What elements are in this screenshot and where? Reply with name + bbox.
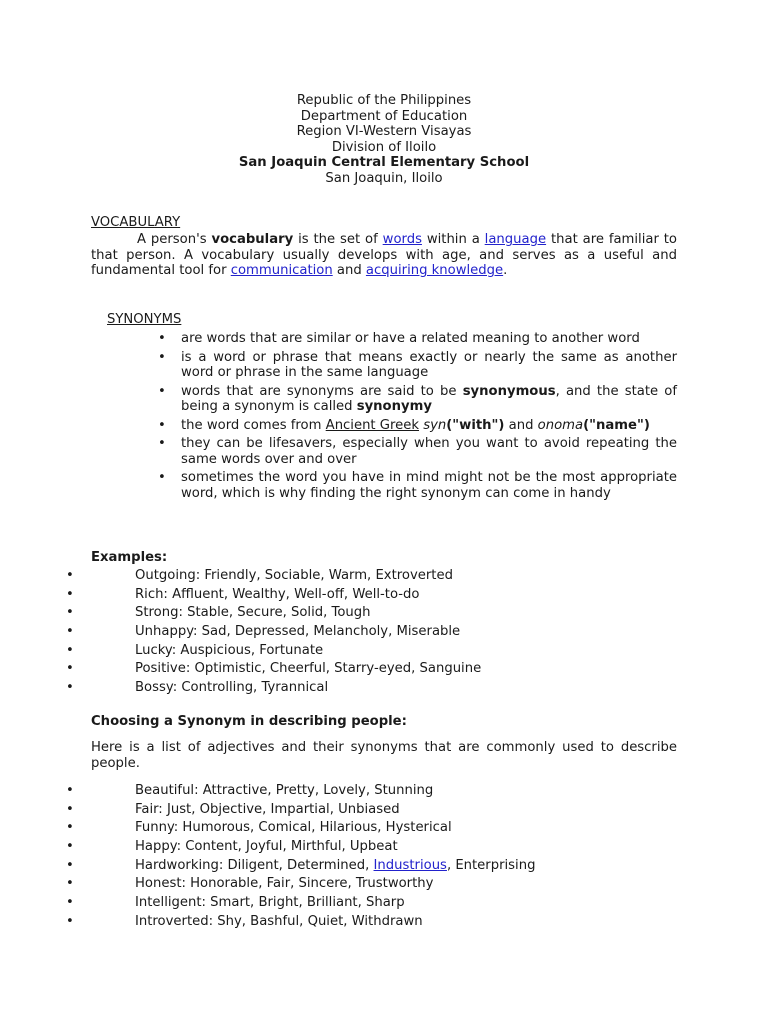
- list-item-text: Honest: Honorable, Fair, Sincere, Trustworthy: [135, 876, 434, 892]
- bullet-icon: •: [66, 586, 74, 602]
- list-item-text: Introverted: Shy, Bashful, Quiet, Withdrawn: [135, 913, 423, 929]
- link-communication[interactable]: communication: [230, 263, 333, 278]
- bullet-icon: •: [66, 895, 74, 911]
- bullet-icon: •: [66, 624, 74, 640]
- list-item-text: Positive: Optimistic, Cheerful, Starry-eyed, Sanguine: [135, 661, 482, 677]
- list-item-text: Bossy: Controlling, Tyrannical: [135, 680, 329, 696]
- list-item-text: are words that are similar or have a related meaning to another word: [181, 331, 640, 346]
- header-region: Region VI-Western Visayas: [296, 124, 472, 139]
- list-item-text: Unhappy: Sad, Depressed, Melancholy, Miserable: [135, 624, 461, 640]
- bullet-icon: •: [66, 783, 74, 798]
- list-item: [158, 470, 677, 501]
- link-industrious[interactable]: Industrious: [373, 857, 447, 873]
- bullet-icon: •: [158, 383, 166, 399]
- header-republic: Republic of the Philippines: [296, 93, 472, 108]
- header-location: San Joaquin, Iloilo: [325, 170, 443, 186]
- bold-term: synonymy: [356, 399, 432, 414]
- document-header: [0, 93, 768, 186]
- vocabulary-paragraph: [91, 232, 677, 279]
- vocab-text-4: that are familiar to that person. A vocabulary usually develops with age, and serves as a useful and fundamental tool for: [91, 232, 677, 278]
- vocab-text-6: .: [503, 263, 508, 278]
- bullet-icon: •: [66, 857, 74, 873]
- list-item-text: sometimes the word you have in mind might not be the most appropriate word, which is why finding the right synonym can come in handy: [181, 470, 677, 501]
- bullet-icon: •: [66, 839, 74, 855]
- italic-term: onoma: [537, 417, 584, 433]
- bold-term: ("with"): [446, 417, 505, 433]
- italic-term: syn: [423, 417, 447, 433]
- list-item: [158, 436, 677, 467]
- bullet-icon: •: [158, 331, 166, 346]
- list-item-text: Intelligent: Smart, Bright, Brilliant, Sharp: [135, 895, 405, 911]
- list-item-text: Beautiful: Attractive, Pretty, Lovely, Stunning: [135, 783, 434, 798]
- bullet-icon: •: [66, 605, 74, 621]
- bullet-icon: •: [66, 642, 74, 658]
- choosing-synonym-paragraph: Here is a list of adjectives and their synonyms that are commonly used to describe people.: [91, 740, 677, 771]
- link-language[interactable]: language: [484, 232, 547, 247]
- list-item-text: Strong: Stable, Secure, Solid, Tough: [135, 605, 371, 621]
- examples-label: Examples:: [91, 550, 168, 565]
- list-item-text: Rich: Affluent, Wealthy, Well-off, Well-to-do: [135, 586, 420, 602]
- list-item-text: Outgoing: Friendly, Sociable, Warm, Extroverted: [135, 568, 453, 583]
- choosing-synonym-heading: Choosing a Synonym in describing people:: [91, 714, 407, 729]
- bullet-icon: •: [158, 417, 166, 433]
- list-item-text: , and the state of being a synonym is called: [181, 383, 678, 414]
- bullet-icon: •: [158, 470, 166, 485]
- list-item-text: Fair: Just, Objective, Impartial, Unbiased: [135, 801, 400, 817]
- list-item: [158, 331, 677, 347]
- bullet-icon: •: [158, 349, 166, 365]
- bullet-icon: •: [66, 680, 74, 696]
- list-item: [158, 349, 677, 381]
- list-item-text: the word comes from: [181, 417, 326, 433]
- bullet-icon: •: [66, 913, 74, 929]
- list-item-text: Lucky: Auspicious, Fortunate: [135, 642, 324, 658]
- list-item-text: Funny: Humorous, Comical, Hilarious, Hysterical: [135, 820, 452, 836]
- list-item-text: words that are synonyms are said to be: [181, 383, 463, 399]
- bullet-icon: •: [66, 820, 74, 836]
- link-ancient-greek[interactable]: Ancient Greek: [325, 417, 420, 433]
- list-item-text: is a word or phrase that means exactly or nearly the same as another word or phrase in the same language: [181, 349, 677, 380]
- list-item-text: [135, 857, 535, 876]
- vocabulary-heading: VOCABULARY: [91, 215, 181, 230]
- list-item-text: Happy: Content, Joyful, Mirthful, Upbeat: [135, 839, 398, 855]
- header-department: Department of Education: [300, 108, 468, 124]
- list-item-text: and: [504, 417, 538, 433]
- vocab-text-5: and: [332, 263, 366, 278]
- vocab-text-2: is the set of: [293, 232, 383, 247]
- vocab-bold-term: vocabulary: [211, 232, 294, 247]
- bullet-icon: •: [66, 876, 74, 892]
- header-division: Division of Iloilo: [331, 139, 437, 155]
- link-acquiring-knowledge[interactable]: acquiring knowledge: [365, 263, 504, 278]
- synonyms-heading: SYNONYMS: [107, 312, 182, 327]
- list-item-text: they can be lifesavers, especially when you want to avoid repeating the same words over and over: [181, 436, 677, 467]
- bullet-icon: •: [66, 568, 74, 583]
- bold-term: ("name"): [583, 417, 650, 433]
- bullet-icon: •: [66, 801, 74, 817]
- bullet-icon: •: [158, 436, 166, 451]
- list-item: [158, 417, 677, 434]
- bold-term: synonymous: [462, 383, 556, 399]
- list-item: [158, 383, 678, 415]
- link-words[interactable]: words: [382, 232, 422, 247]
- list-item-text: Hardworking: Diligent, Determined,: [135, 857, 374, 873]
- vocab-text-3: within a: [421, 232, 485, 247]
- header-school-name: San Joaquin Central Elementary School: [238, 155, 530, 170]
- list-item-text: , Enterprising: [446, 857, 536, 873]
- synonyms-list: [158, 331, 678, 504]
- vocab-text-1: A person's: [137, 232, 212, 247]
- bullet-icon: •: [66, 661, 74, 677]
